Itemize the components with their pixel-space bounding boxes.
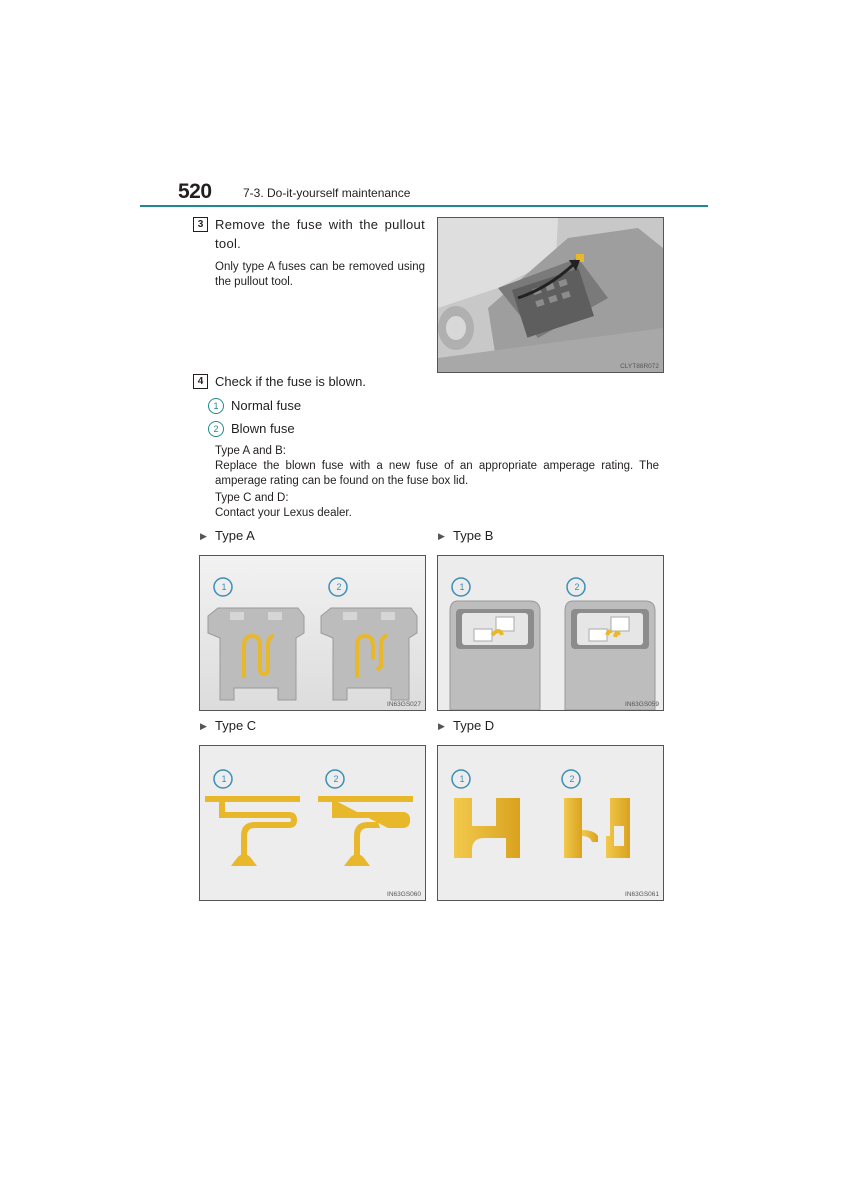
- type-a-label: Type A: [215, 528, 255, 543]
- marker-2: 2: [569, 774, 575, 784]
- marker-2: 2: [574, 582, 580, 592]
- normal-fuse-label: Normal fuse: [231, 398, 302, 413]
- page-number: 520: [178, 180, 212, 203]
- marker-2: 2: [333, 774, 339, 784]
- figure-code: IN63GS061: [625, 891, 659, 898]
- step-4-text: Check if the fuse is blown.: [215, 374, 367, 389]
- figure-code: IN63GS060: [387, 891, 421, 898]
- figure-code: IN63GS027: [387, 701, 421, 708]
- bullet-arrow-icon: ▶: [438, 721, 445, 731]
- type-c-figure: [199, 745, 426, 901]
- type-b-label: Type B: [453, 528, 494, 543]
- type-ab-text: Replace the blown fuse with a new fuse of an appropriate amperage rating. The amperage rating can be found on the fuse box lid.: [215, 460, 659, 487]
- type-cd-heading: Type C and D:: [215, 492, 289, 504]
- type-c-label: Type C: [215, 718, 257, 733]
- type-cd-text: Contact your Lexus dealer.: [215, 507, 352, 519]
- figure-code: CLYT88R072: [620, 363, 659, 370]
- step-3-text: Remove the fuse with the pullout tool.: [215, 217, 425, 251]
- type-d-figure: [437, 745, 664, 901]
- section-title: 7-3. Do-it-yourself maintenance: [243, 186, 411, 200]
- type-b-figure: [437, 555, 664, 711]
- blown-fuse-label: Blown fuse: [231, 421, 295, 436]
- header-rule: [140, 205, 708, 207]
- type-ab-heading: Type A and B:: [215, 445, 286, 457]
- figure-code: IN63GS059: [625, 701, 659, 708]
- marker-1: 1: [459, 582, 465, 592]
- marker-1: 1: [459, 774, 465, 784]
- bullet-arrow-icon: ▶: [200, 721, 207, 731]
- bullet-arrow-icon: ▶: [438, 531, 445, 541]
- type-d-label: Type D: [453, 718, 495, 733]
- bullet-arrow-icon: ▶: [200, 531, 207, 541]
- engine-fuse-box-photo: [437, 217, 664, 373]
- marker-1: 1: [221, 582, 227, 592]
- step-3-number: 3: [193, 217, 208, 232]
- step-4-number: 4: [193, 374, 208, 389]
- marker-1: 1: [221, 774, 227, 784]
- marker-1: 1: [208, 398, 224, 414]
- step-3-note: Only type A fuses can be removed using the pullout tool.: [215, 261, 425, 288]
- marker-2: 2: [208, 421, 224, 437]
- type-a-figure: [199, 555, 426, 711]
- marker-2: 2: [336, 582, 342, 592]
